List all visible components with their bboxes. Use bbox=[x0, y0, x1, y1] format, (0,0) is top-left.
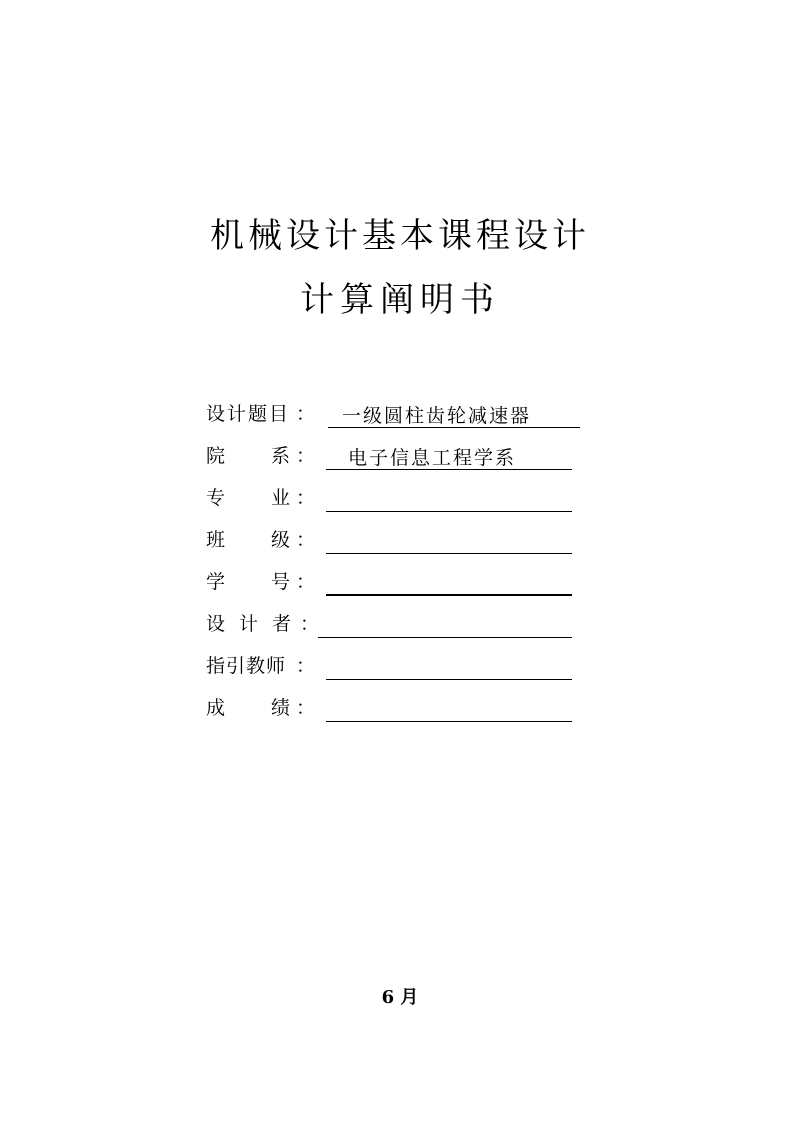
field-grade bbox=[206, 692, 586, 722]
field-advisor-colon: ： bbox=[296, 655, 316, 677]
field-grade-label: 成 绩 bbox=[206, 697, 291, 719]
field-major-colon: ： bbox=[296, 487, 316, 509]
field-advisor-label: 指引教师 bbox=[206, 655, 287, 677]
field-department bbox=[206, 440, 586, 470]
field-grade-value bbox=[326, 698, 572, 722]
field-class-label: 班 级 bbox=[206, 529, 291, 551]
field-major-value bbox=[326, 488, 572, 512]
field-grade-colon: ： bbox=[296, 697, 316, 719]
field-topic bbox=[206, 398, 586, 428]
field-designer-colon: ： bbox=[300, 613, 320, 635]
field-topic-value: 一级圆柱齿轮减速器 bbox=[328, 404, 580, 428]
field-class bbox=[206, 524, 586, 554]
document-title-line1: 机械设计基本课程设计 bbox=[210, 216, 590, 256]
field-student-id-value bbox=[326, 572, 572, 596]
field-department-value: 电子信息工程学系 bbox=[326, 446, 572, 470]
field-advisor-value bbox=[326, 656, 572, 680]
field-student-id-colon: ： bbox=[296, 571, 316, 593]
field-designer-label: 设 计 者 bbox=[206, 613, 292, 635]
document-date: 6 月 bbox=[381, 987, 419, 1008]
field-topic-label: 设计题目 bbox=[206, 403, 291, 425]
field-designer-value bbox=[318, 614, 572, 638]
field-major bbox=[206, 482, 586, 512]
field-student-id bbox=[206, 566, 586, 596]
field-student-id-label: 学 号 bbox=[206, 571, 291, 593]
field-topic-colon: ： bbox=[296, 403, 316, 425]
field-class-value bbox=[326, 530, 572, 554]
field-class-colon: ： bbox=[296, 529, 316, 551]
field-advisor bbox=[206, 650, 586, 680]
field-department-label: 院 系 bbox=[206, 445, 291, 467]
document-title-line2: 计算阐明书 bbox=[300, 280, 500, 320]
field-department-colon: ： bbox=[296, 445, 316, 467]
field-major-label: 专 业 bbox=[206, 487, 291, 509]
field-designer bbox=[206, 608, 586, 638]
